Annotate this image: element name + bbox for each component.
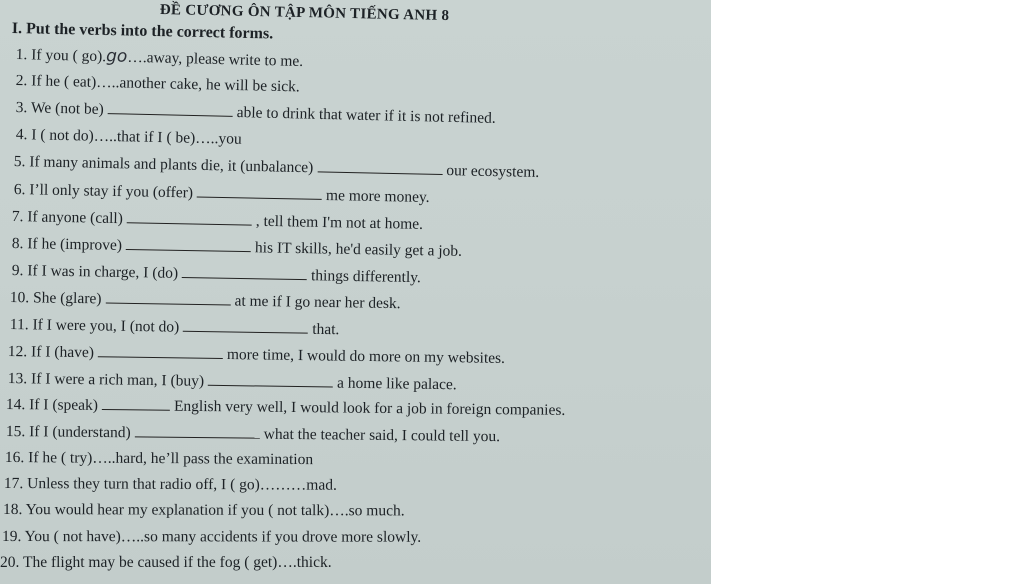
item-text: things differently.	[310, 267, 421, 287]
exercise-item	[4, 474, 337, 496]
answer-blank[interactable]	[182, 265, 307, 280]
item-text: our ecosystem.	[446, 162, 540, 182]
handwritten-answer: go	[105, 46, 128, 67]
answer-blank[interactable]	[208, 373, 333, 388]
item-text: 6. I’ll only stay if you (offer)	[13, 180, 194, 202]
item-text: 2. If he ( eat)…..another cake, he will be sick.	[15, 71, 300, 96]
exercise-item	[8, 369, 457, 395]
item-text: that.	[312, 320, 340, 339]
item-text: more time, I would do more on my websites.	[226, 346, 506, 367]
item-text: 13. If I were a rich man, I (buy)	[7, 369, 205, 390]
answer-blank[interactable]	[108, 101, 233, 117]
item-text: 4. I ( not do)…..that if I ( be)…..you	[15, 125, 242, 148]
item-text: 14. If I (speak)	[5, 395, 99, 414]
item-text: 18. You would hear my explanation if you ( not talk)….so much.	[2, 501, 405, 520]
item-text: 3. We (not be)	[15, 98, 104, 118]
item-text: 9. If I was in charge, I (do)	[11, 261, 179, 282]
page-title: ĐỀ CƯƠNG ÔN TẬP MÔN TIẾNG ANH 8	[159, 2, 450, 25]
item-text: a home like palace.	[336, 374, 457, 394]
exercise-item	[12, 207, 424, 235]
answer-blank[interactable]	[317, 159, 442, 175]
item-text: 12. If I (have)	[7, 342, 95, 362]
item-text: , tell them I'm not at home.	[255, 212, 424, 233]
exercise-item	[0, 553, 332, 573]
exercise-item	[8, 342, 505, 369]
item-text: 1. If you ( go).	[15, 45, 107, 66]
answer-blank[interactable]	[98, 344, 223, 359]
exercise-item	[10, 288, 401, 314]
item-text: 20. The flight may be caused if the fog ( get)….thick.	[0, 554, 332, 571]
section-heading: I. Put the verbs into the correct forms.	[11, 20, 274, 43]
exercise-item	[16, 98, 496, 129]
item-text: English very well, I would look for a job in foreign companies.	[173, 397, 566, 419]
exercise-item	[14, 180, 430, 208]
item-text: 10. She (glare)	[9, 288, 102, 308]
item-text: me more money.	[325, 186, 430, 206]
answer-blank[interactable]	[197, 185, 322, 200]
exercise-item	[6, 395, 566, 421]
item-text: what the teacher said, I could tell you.	[263, 425, 501, 446]
item-text: 17. Unless they turn that radio off, I ( go)………mad.	[3, 475, 337, 494]
exercise-item	[16, 125, 242, 150]
item-text: 16. If he ( try)…..hard, he’ll pass the examination	[4, 448, 314, 469]
answer-blank[interactable]	[127, 210, 252, 225]
item-text: 5. If many animals and plants die, it (unbalance)	[13, 152, 314, 177]
item-text: 7. If anyone (call)	[11, 207, 123, 228]
item-text: 11. If I were you, I (not do)	[9, 315, 180, 336]
item-text: 15. If I (understand)	[5, 422, 131, 442]
answer-blank[interactable]	[135, 424, 260, 438]
answer-blank[interactable]	[102, 397, 170, 411]
exercise-item	[5, 448, 313, 470]
exercise-item	[10, 315, 340, 340]
item-text: able to drink that water if it is not refined.	[236, 104, 496, 127]
exercise-item	[14, 152, 540, 183]
exercise-item	[15, 44, 303, 72]
exercise-item	[12, 261, 421, 288]
exercise-item	[12, 234, 462, 262]
answer-blank[interactable]	[105, 291, 230, 306]
item-text: 8. If he (improve)	[11, 234, 123, 254]
answer-blank[interactable]	[183, 319, 308, 334]
item-text: ….away, please write to me.	[127, 48, 304, 71]
item-text: at me if I go near her desk.	[234, 292, 401, 313]
exercise-item	[3, 500, 405, 521]
item-text: his IT skills, he'd easily get a job.	[254, 239, 463, 260]
answer-blank[interactable]	[126, 237, 251, 252]
exercise-item	[2, 527, 421, 548]
exercise-item	[6, 422, 500, 447]
item-text: 19. You ( not have)…..so many accidents if you drove more slowly.	[1, 528, 422, 546]
exercise-item	[16, 71, 300, 97]
